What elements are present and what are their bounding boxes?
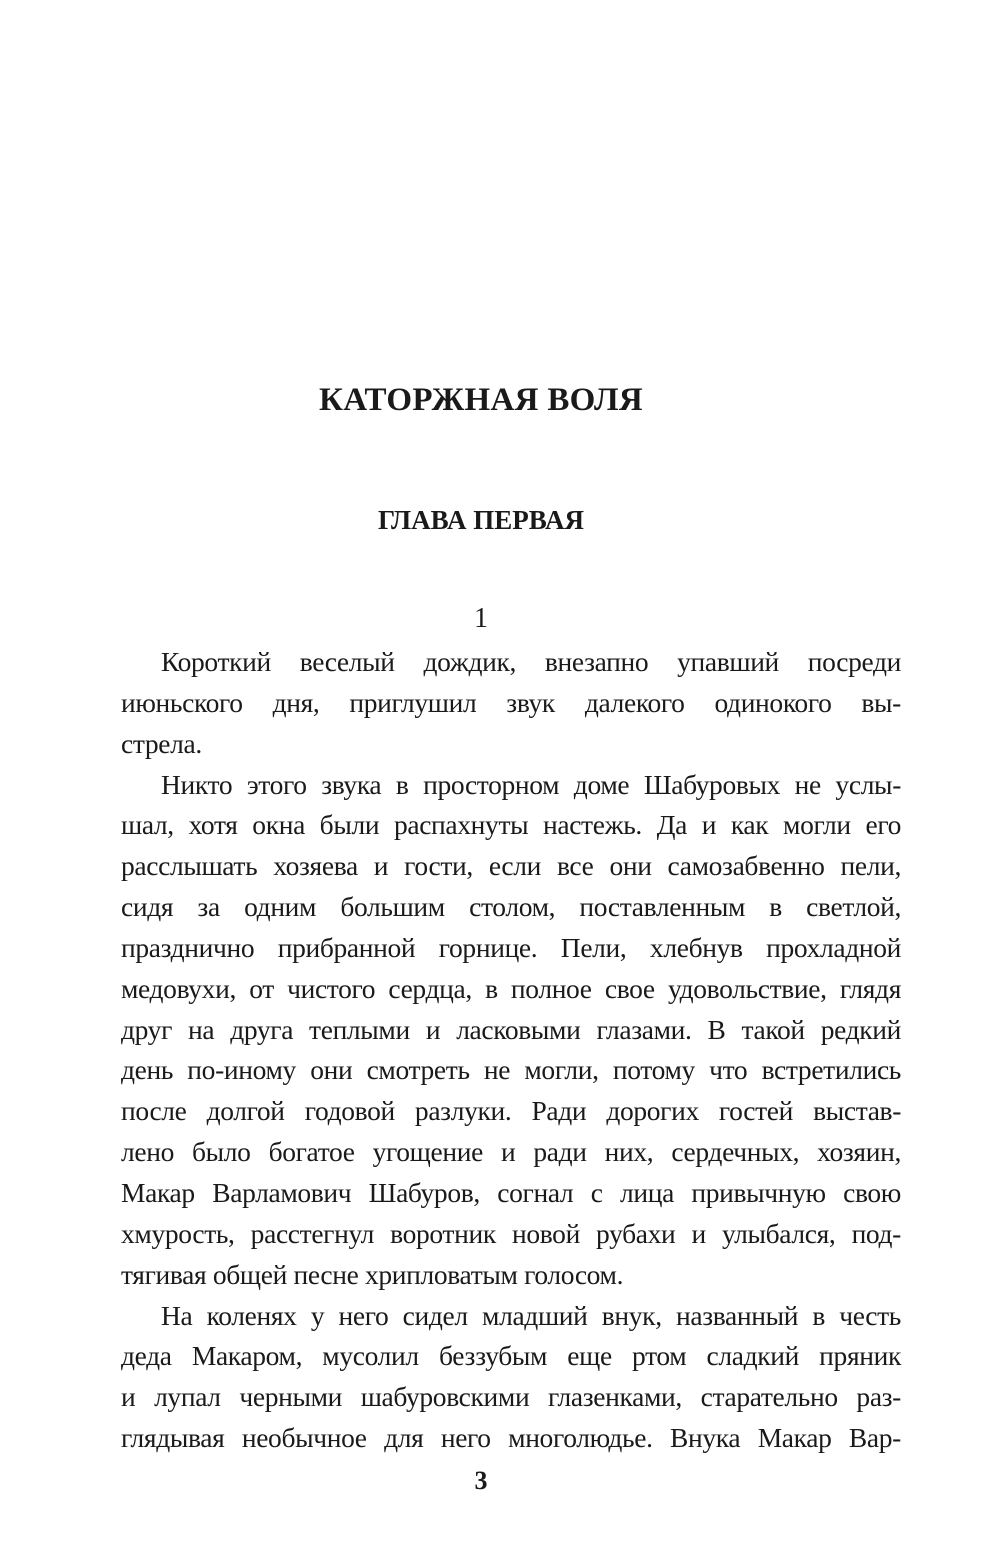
text-line: расслышать хозяева и гости, если все они самозабвенно пели, [121,850,901,882]
text-line: шал, хотя окна были распахнуты настежь. Да и как могли его [121,809,901,841]
chapter-title: ГЛАВА ПЕРВАЯ [377,505,585,535]
text-line: сидя за одним большим столом, поставленным в светлой, [121,891,901,923]
body-text [121,642,901,1459]
text-line: стрела. [121,727,202,759]
text-line: после долгой годовой разлуки. Ради дорогих гостей выстав- [121,1095,901,1127]
text-line: деда Макаром, мусолил беззубым еще ртом сладкий пряник [121,1340,901,1372]
text-line: июньского дня, приглушил звук далекого одинокого вы- [121,686,901,718]
text-line: друг на друга теплыми и ласковыми глазами. В такой редкий [121,1013,901,1045]
section-number: 1 [474,603,488,634]
text-line: тягивая общей песне хрипловатым голосом. [121,1258,624,1290]
text-line: Никто этого звука в просторном доме Шабуровых не услы- [161,768,901,800]
book-title: КАТОРЖНАЯ ВОЛЯ [319,382,643,418]
text-line: медовухи, от чистого сердца, в полное свое удовольствие, глядя [121,972,901,1004]
text-line: глядывая необычное для него многолюдье. Внука Макар Вар- [121,1422,901,1454]
text-line: лено было богатое угощение и ради них, сердечных, хозяин, [121,1136,901,1168]
text-line: и лупал черными шабуровскими глазенками, старательно раз- [121,1381,901,1413]
text-line: хмурость, расстегнул воротник новой рубахи и улыбался, под- [121,1217,901,1249]
text-line: Короткий веселый дождик, внезапно упавший посреди [161,646,901,677]
text-line: день по-иному они смотреть не могли, потому что встретились [121,1054,901,1086]
text-line: Макар Варламович Шабуров, согнал с лица привычную свою [121,1176,901,1208]
text-line: На коленях у него сидел младший внук, названный в честь [161,1299,901,1331]
page-number: 3 [474,1466,488,1495]
text-line: празднично прибранной горнице. Пели, хлебнув прохладной [121,931,901,963]
